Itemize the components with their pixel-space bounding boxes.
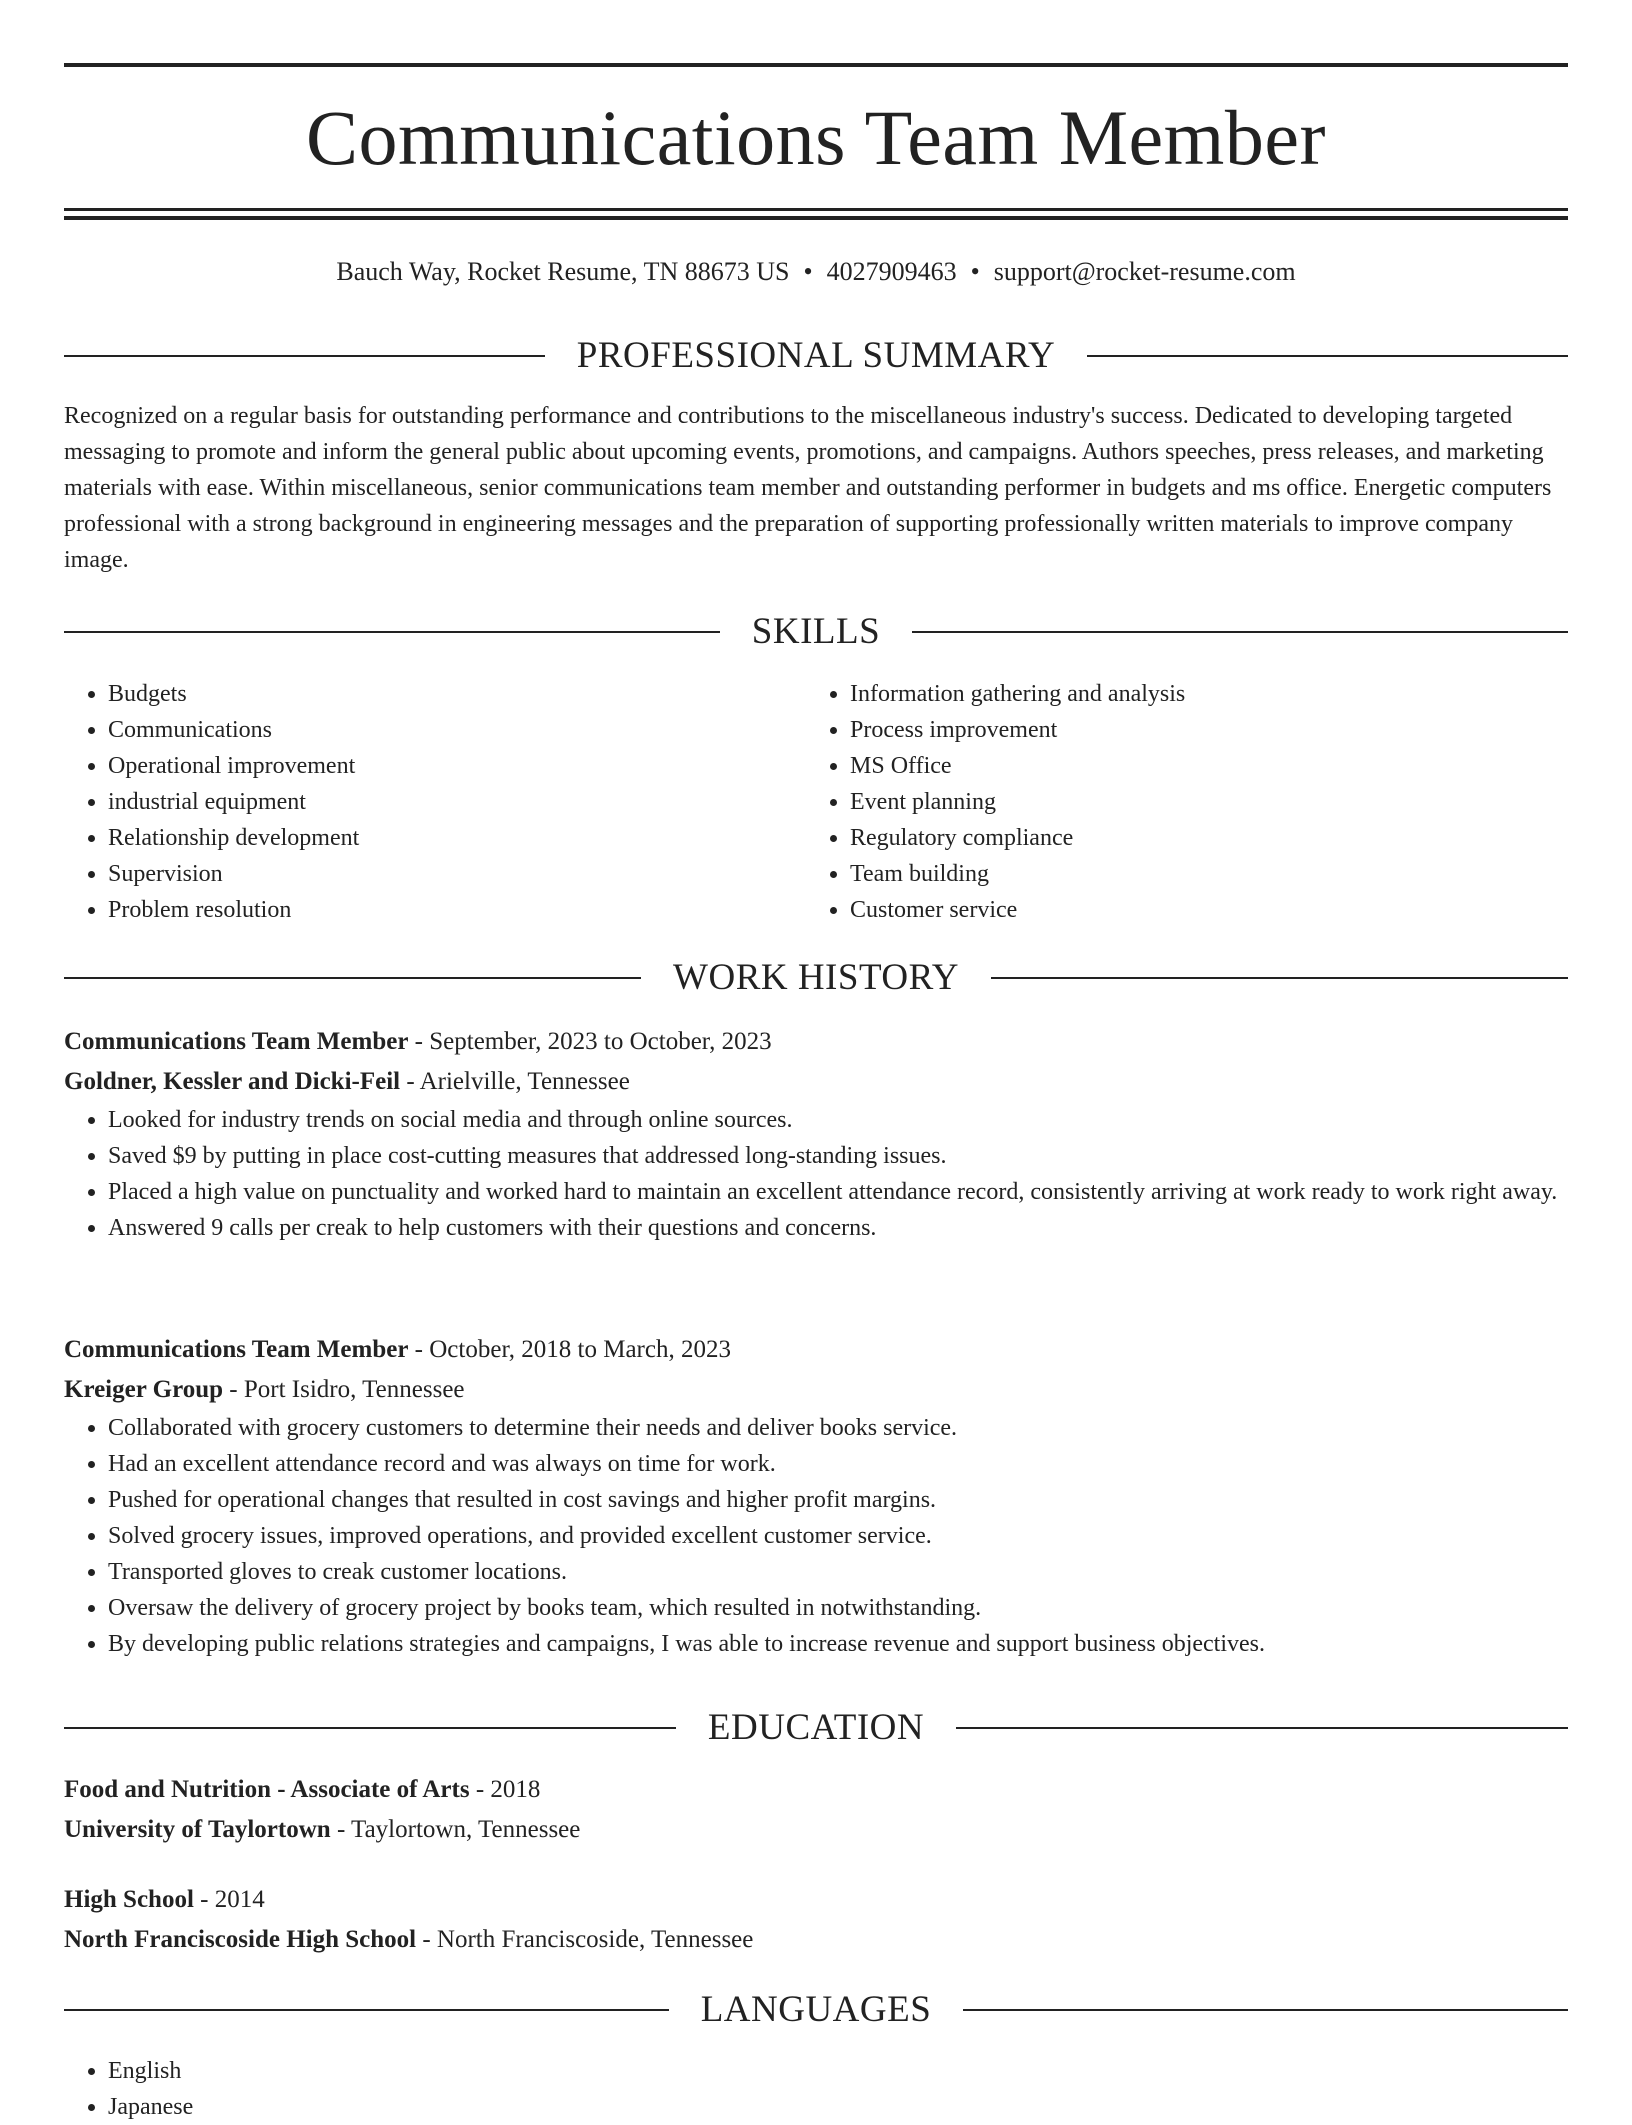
contact-address: Bauch Way, Rocket Resume, TN 88673 US xyxy=(336,257,790,286)
education-degree-line xyxy=(64,1770,1568,1810)
divider-line xyxy=(64,977,641,979)
job-title-line xyxy=(64,1022,1568,1062)
education-school: North Franciscoside High School xyxy=(64,1926,417,1953)
education-entry xyxy=(64,1770,1568,1850)
contact-separator: • xyxy=(970,257,980,286)
education-location: - Taylortown, Tennessee xyxy=(330,1816,581,1843)
job-bullet: • Pushed for operational changes that resulted in cost savings and higher profit margins. xyxy=(108,1482,1568,1518)
job-title-line xyxy=(64,1330,1568,1370)
summary-text: Recognized on a regular basis for outstanding performance and contributions to the miscellaneous industry's success. Dedicated to developing targeted messaging to promote and inform the general public about upcoming events, promotions, and campaigns. Authors speeches, press releases, and marketing materials with ease. Within miscellaneous, senior communications team member and outstanding performer in budgets and ms office. Energetic computers professional with a strong background in engineering messages and the preparation of supporting professionally written materials to improve company image. xyxy=(64,403,1552,573)
page-title: Communications Team Member xyxy=(306,94,1326,181)
skill-item: • Customer service xyxy=(850,892,1566,928)
skill-item: • Problem resolution xyxy=(108,892,804,928)
skill-item: • Regulatory compliance xyxy=(850,820,1566,856)
education-section-header xyxy=(64,1706,1568,1750)
job-location: - Port Isidro, Tennessee xyxy=(223,1376,465,1403)
divider-line xyxy=(64,631,720,633)
job-bullet: • Answered 9 calls per creak to help customers with their questions and concerns. xyxy=(108,1210,1568,1246)
contact-email: support@rocket-resume.com xyxy=(993,257,1296,286)
job-title: Communications Team Member xyxy=(64,1336,409,1363)
skill-item: • Communications xyxy=(108,712,804,748)
job-company-line xyxy=(64,1370,1568,1410)
languages-list xyxy=(64,2053,1568,2125)
education-degree-line xyxy=(64,1880,1568,1920)
job-bullet: • Looked for industry trends on social media and through online sources. xyxy=(108,1102,1568,1138)
section-title-skills: SKILLS xyxy=(751,611,881,652)
contact-phone: 4027909463 xyxy=(826,257,957,286)
title-rule-lower xyxy=(64,216,1568,220)
job-title: Communications Team Member xyxy=(64,1028,409,1055)
summary-section-header xyxy=(64,334,1568,378)
top-rule xyxy=(64,63,1568,67)
job-bullet-list xyxy=(64,1410,1568,1662)
job-company-line xyxy=(64,1062,1568,1102)
education-degree: Food and Nutrition - Associate of Arts xyxy=(64,1776,470,1803)
skills-column-right xyxy=(806,676,1566,928)
skill-item: • industrial equipment xyxy=(108,784,804,820)
education-school: University of Taylortown xyxy=(64,1816,331,1843)
job-bullet-list xyxy=(64,1102,1568,1246)
skill-item: • MS Office xyxy=(850,748,1566,784)
job-company: Goldner, Kessler and Dicki-Feil xyxy=(64,1068,401,1095)
education-location: - North Franciscoside, Tennessee xyxy=(416,1926,754,1953)
education-degree: High School xyxy=(64,1886,194,1913)
skill-item: • Operational improvement xyxy=(108,748,804,784)
education-year: - 2014 xyxy=(193,1886,265,1913)
skill-item: • Event planning xyxy=(850,784,1566,820)
language-item: • Japanese xyxy=(108,2089,1568,2125)
section-title-summary: PROFESSIONAL SUMMARY xyxy=(576,335,1056,376)
divider-line xyxy=(64,2009,669,2011)
section-title-education: EDUCATION xyxy=(707,1707,925,1748)
job-bullet: • Placed a high value on punctuality and worked hard to maintain an excellent attendance record, consistently arriving at work ready to work right away. xyxy=(108,1174,1568,1210)
divider-line xyxy=(963,2009,1568,2011)
job-bullet: • Collaborated with grocery customers to determine their needs and deliver books service. xyxy=(108,1410,1568,1446)
job-dates: - September, 2023 to October, 2023 xyxy=(408,1028,772,1055)
job-bullet: • Transported gloves to creak customer locations. xyxy=(108,1554,1568,1590)
job-entry xyxy=(64,1022,1568,1246)
job-entry xyxy=(64,1330,1568,1662)
divider-line xyxy=(912,631,1568,633)
job-dates: - October, 2018 to March, 2023 xyxy=(408,1336,731,1363)
languages-section-header xyxy=(64,1988,1568,2032)
divider-line xyxy=(991,977,1568,979)
title-rule-upper xyxy=(64,208,1568,211)
section-title-work: WORK HISTORY xyxy=(673,957,959,998)
work-section-header xyxy=(64,956,1568,1000)
education-entry xyxy=(64,1880,1568,1960)
job-location: - Arielville, Tennessee xyxy=(400,1068,630,1095)
job-bullet: • Oversaw the delivery of grocery project by books team, which resulted in notwithstanding. xyxy=(108,1590,1568,1626)
skill-item: • Budgets xyxy=(108,676,804,712)
education-school-line xyxy=(64,1810,1568,1850)
skill-item: • Team building xyxy=(850,856,1566,892)
divider-line xyxy=(64,1727,676,1729)
language-item: • English xyxy=(108,2053,1568,2089)
skill-item: • Relationship development xyxy=(108,820,804,856)
section-title-languages: LANGUAGES xyxy=(700,1989,932,2030)
skills-section-header xyxy=(64,610,1568,654)
divider-line xyxy=(956,1727,1568,1729)
divider-line xyxy=(64,355,545,357)
skill-item: • Process improvement xyxy=(850,712,1566,748)
job-bullet: • Had an excellent attendance record and was always on time for work. xyxy=(108,1446,1568,1482)
job-bullet: • Solved grocery issues, improved operations, and provided excellent customer service. xyxy=(108,1518,1568,1554)
contact-line xyxy=(64,252,1568,292)
job-company: Kreiger Group xyxy=(64,1376,224,1403)
contact-separator: • xyxy=(803,257,813,286)
divider-line xyxy=(1087,355,1568,357)
education-year: - 2018 xyxy=(469,1776,541,1803)
skill-item: • Information gathering and analysis xyxy=(850,676,1566,712)
job-bullet: • By developing public relations strategies and campaigns, I was able to increase revenue and support business objectives. xyxy=(108,1626,1568,1662)
education-school-line xyxy=(64,1920,1568,1960)
skill-item: • Supervision xyxy=(108,856,804,892)
job-bullet: • Saved $9 by putting in place cost-cutting measures that addressed long-standing issues. xyxy=(108,1138,1568,1174)
skills-column-left xyxy=(64,676,804,928)
